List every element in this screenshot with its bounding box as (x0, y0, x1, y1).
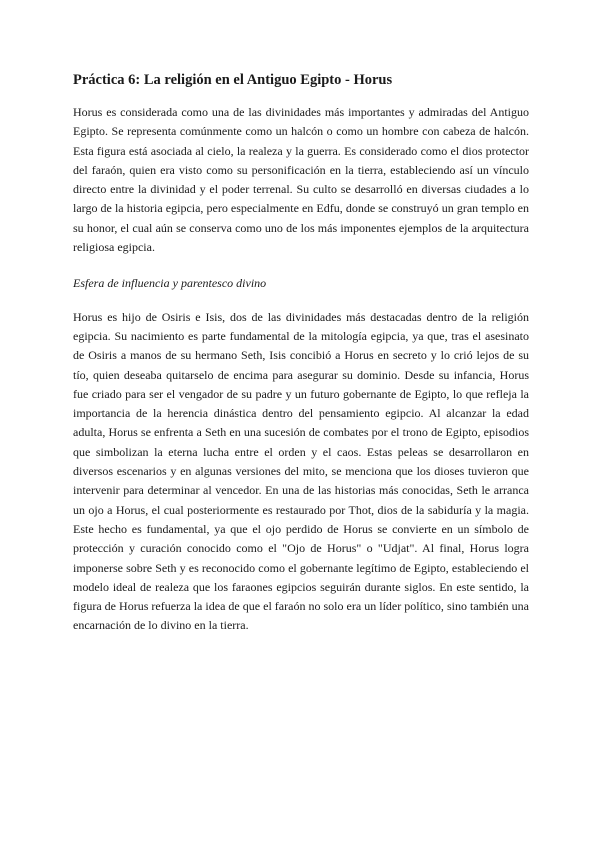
document-body (73, 70, 529, 636)
paragraph-lineage: Horus es hijo de Osiris e Isis, dos de las divinidades más destacadas dentro de la religión egipcia. Su nacimiento es parte fundamental de la mitología egipcia, ya que, tras el asesinato de Osiris a manos de su hermano Seth, Isis concibió a Horus en secreto y lo crió lejos de su tío, quien deseaba quitarselo de encima para asegurar su dominio. Desde su infancia, Horus fue criado para ser el vengador de su padre y un futuro gobernante de Egipto, lo que refleja la importancia de la herencia dinástica dentro del pensamiento egipcio. Al alcanzar la edad adulta, Horus se enfrenta a Seth en una sucesión de combates por el trono de Egipto, episodios que simbolizan la eterna lucha entre el orden y el caos. Estas peleas se desarrollaron en diversos escenarios y en algunas versiones del mito, se menciona que los dioses tuvieron que intervenir para determinar al vencedor. En una de las historias más conocidas, Seth le arranca un ojo a Horus, el cual posteriormente es restaurado por Thot, dios de la sabiduría y la magia. Este hecho es fundamental, ya que el ojo perdido de Horus se convierte en un símbolo de protección y curación conocido como el "Ojo de Horus" o "Udjat". Al final, Horus logra imponerse sobre Seth y es reconocido como el gobernante legítimo de Egipto, estableciendo el modelo ideal de realeza que los faraones egipcios seguirán durante siglos. En este sentido, la figura de Horus refuerza la idea de que el faraón no solo era un líder político, sino también una encarnación de lo divino en la tierra. (73, 309, 529, 633)
section-subheading: Esfera de influencia y parentesco divino (73, 276, 267, 291)
document-title: Práctica 6: La religión en el Antiguo Egipto - Horus (73, 72, 393, 88)
paragraph-intro: Horus es considerada como una de las divinidades más importantes y admiradas del Antiguo Egipto. Se representa comúnmente como un halcón o como un hombre con cabeza de halcón. Esta figura está asociada al cielo, la realeza y la guerra. Es considerado como el dios protector del faraón, quien era visto como su personificación en la tierra, estableciendo así un vínculo directo entre la divinidad y el poder terrenal. Su culto se desarrolló en diversas ciudades a lo largo de la historia egipcia, pero especialmente en Edfu, donde se construyó un gran templo en su honor, el cual aún se conserva como uno de los más imponentes ejemplos de la arquitectura religiosa egipcia. (73, 105, 529, 255)
